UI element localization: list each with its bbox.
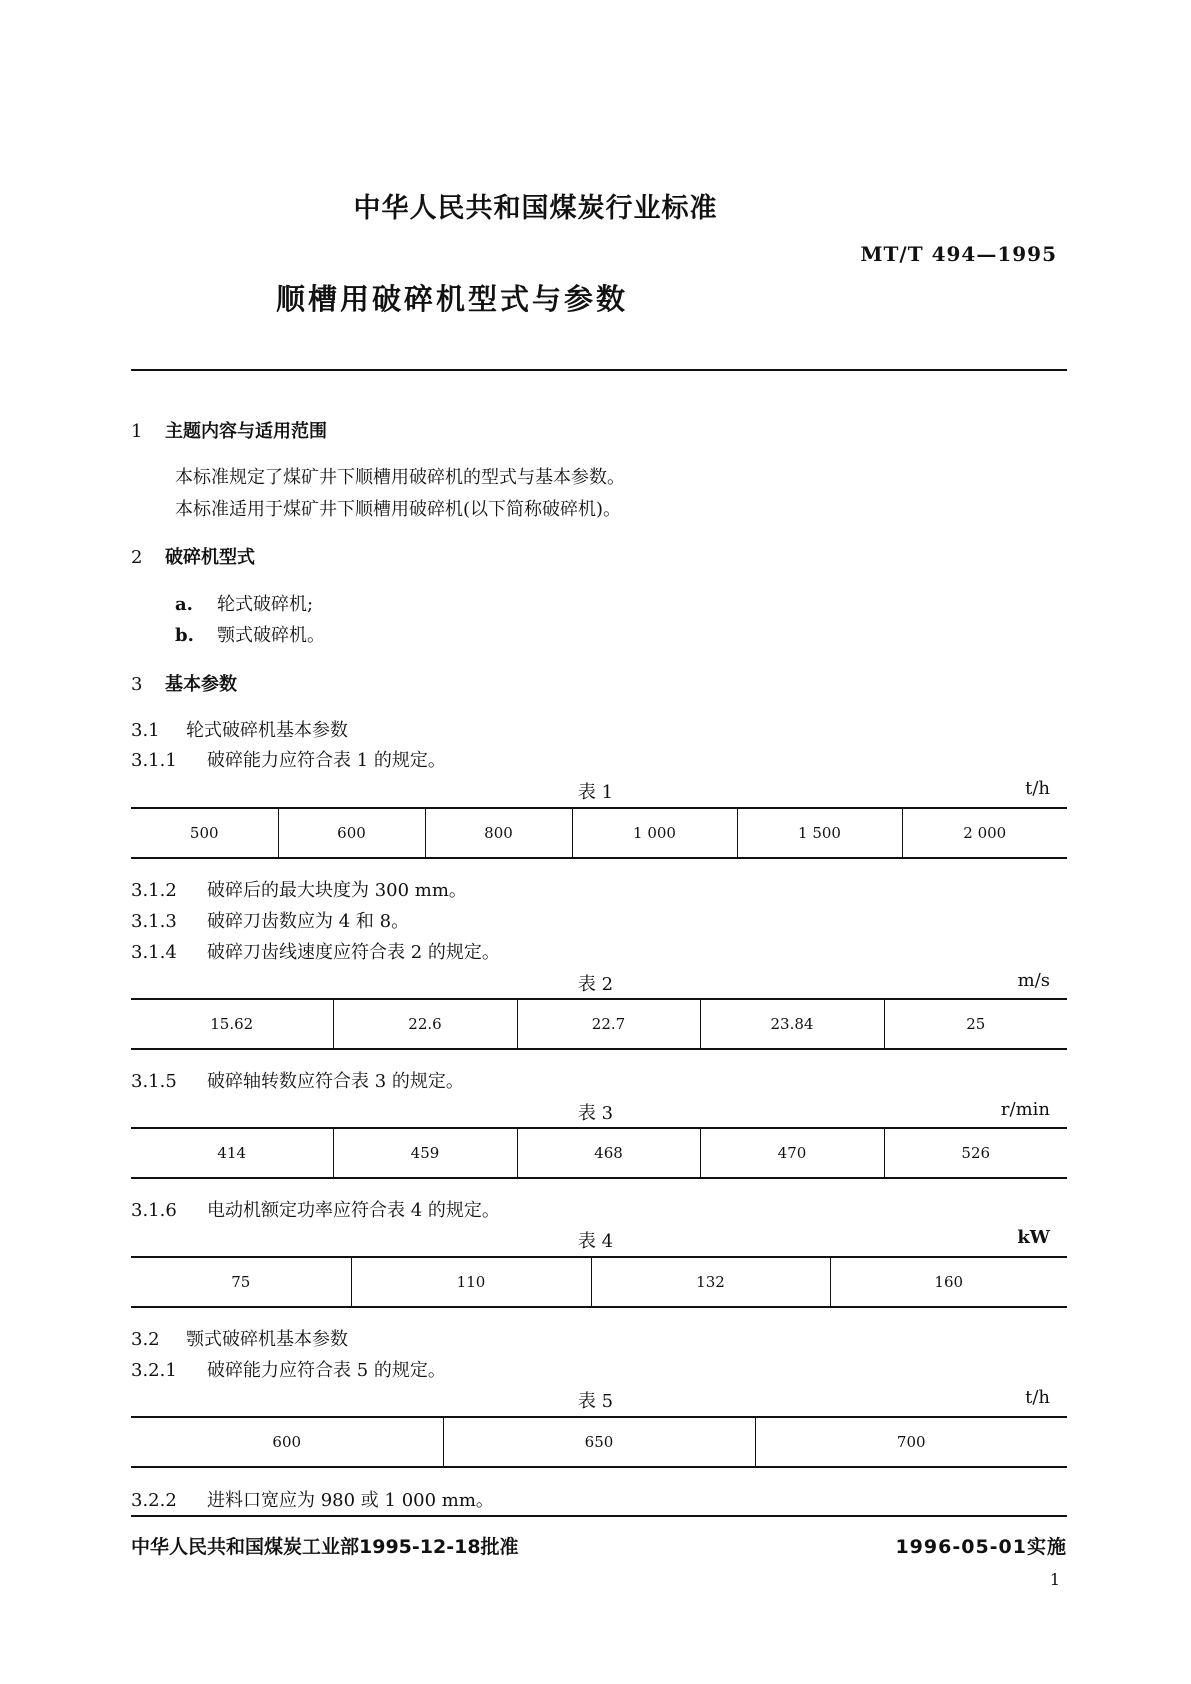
clause-text: 破碎刀齿线速度应符合表 2 的规定。 <box>207 942 500 963</box>
table-cell: 800 <box>425 808 572 858</box>
table-cell: 160 <box>830 1257 1067 1307</box>
clause-3-2-2 <box>131 1486 494 1512</box>
section-3-heading <box>131 670 237 696</box>
list-item-marker: a. <box>175 594 193 615</box>
page-number: 1 <box>1049 1570 1060 1589</box>
section-1-paragraph-1: 本标准规定了煤矿井下顺槽用破碎机的型式与基本参数。 <box>175 467 625 488</box>
table-row <box>131 1417 1067 1467</box>
header-rule <box>131 369 1067 371</box>
clause-number: 3.1.6 <box>131 1200 177 1221</box>
table-cell: 1 500 <box>737 808 902 858</box>
list-item <box>175 621 325 647</box>
effective-date: 1996-05-01实施 <box>895 1536 1067 1558</box>
clause-number: 3.1.3 <box>131 911 177 932</box>
clause-3-1 <box>131 716 348 742</box>
clause-text: 进料口宽应为 980 或 1 000 mm。 <box>207 1490 494 1511</box>
table-2-unit: m/s <box>1017 970 1050 991</box>
table-cell: 600 <box>278 808 425 858</box>
table-cell: 110 <box>351 1257 591 1307</box>
clause-3-1-3 <box>131 907 409 933</box>
clause-3-1-6 <box>131 1196 500 1222</box>
table-cell: 459 <box>333 1128 517 1178</box>
table-cell: 15.62 <box>210 1015 254 1033</box>
table-cell: 1 000 <box>572 808 737 858</box>
clause-number: 3.2.2 <box>131 1490 177 1511</box>
list-item <box>175 590 313 616</box>
section-1-title: 主题内容与适用范围 <box>165 421 327 442</box>
table-cell: 25 <box>884 999 1067 1049</box>
clause-text: 破碎能力应符合表 1 的规定。 <box>207 750 446 771</box>
table-cell: 470 <box>700 1128 884 1178</box>
table-row <box>131 1257 1067 1307</box>
clause-number: 3.1 <box>131 720 160 741</box>
clause-text: 破碎轴转数应符合表 3 的规定。 <box>207 1071 464 1092</box>
list-item-text: 轮式破碎机; <box>217 594 314 615</box>
table-4-caption: 表 4 <box>577 1231 614 1252</box>
table-5-caption: 表 5 <box>577 1391 614 1412</box>
section-2-title: 破碎机型式 <box>165 547 255 568</box>
table-row <box>131 999 1067 1049</box>
document-title: 顺槽用破碎机型式与参数 <box>276 282 629 316</box>
table-4-unit: kW <box>1017 1227 1050 1248</box>
table-5-unit: t/h <box>1025 1387 1050 1408</box>
clause-text: 破碎后的最大块度为 300 mm。 <box>207 880 467 901</box>
list-item-text: 颚式破碎机。 <box>217 625 325 646</box>
clause-3-2-1 <box>131 1356 446 1382</box>
section-2-heading <box>131 543 255 569</box>
table-4 <box>131 1256 1067 1308</box>
table-cell: 2 000 <box>902 808 1067 858</box>
section-3-title: 基本参数 <box>165 674 237 695</box>
table-cell: 500 <box>189 824 219 842</box>
clause-3-2 <box>131 1325 348 1351</box>
table-1-unit: t/h <box>1025 778 1050 799</box>
clause-text: 电动机额定功率应符合表 4 的规定。 <box>207 1200 500 1221</box>
table-row <box>131 1128 1067 1178</box>
table-cell: 23.84 <box>700 999 884 1049</box>
clause-3-1-1 <box>131 746 446 772</box>
clause-text: 破碎刀齿数应为 4 和 8。 <box>207 911 410 932</box>
clause-text: 颚式破碎机基本参数 <box>186 1329 348 1350</box>
table-cell: 75 <box>231 1273 251 1291</box>
table-cell: 22.7 <box>517 999 700 1049</box>
clause-text: 轮式破碎机基本参数 <box>186 720 348 741</box>
clause-number: 3.2.1 <box>131 1360 177 1381</box>
clause-number: 3.1.2 <box>131 880 177 901</box>
table-3 <box>131 1127 1067 1179</box>
table-3-unit: r/min <box>1000 1099 1050 1120</box>
approval-line: 中华人民共和国煤炭工业部1995-12-18批准 <box>131 1536 519 1558</box>
clause-3-1-4 <box>131 938 500 964</box>
issuing-organization: 中华人民共和国煤炭行业标准 <box>353 193 718 224</box>
clause-number: 3.2 <box>131 1329 160 1350</box>
clause-number: 3.1.4 <box>131 942 177 963</box>
table-5 <box>131 1416 1067 1468</box>
clause-number: 3.1.5 <box>131 1071 177 1092</box>
table-cell: 526 <box>884 1128 1067 1178</box>
table-2-caption: 表 2 <box>577 974 614 995</box>
footer-rule <box>131 1515 1067 1517</box>
table-2 <box>131 998 1067 1050</box>
table-cell: 132 <box>591 1257 830 1307</box>
table-3-caption: 表 3 <box>577 1103 614 1124</box>
section-1-number: 1 <box>131 421 143 442</box>
table-cell: 600 <box>272 1433 302 1451</box>
clause-text: 破碎能力应符合表 5 的规定。 <box>207 1360 446 1381</box>
clause-number: 3.1.1 <box>131 750 177 771</box>
list-item-marker: b. <box>175 625 194 646</box>
section-3-number: 3 <box>131 674 143 695</box>
section-1-heading <box>131 417 327 443</box>
table-cell: 650 <box>443 1417 755 1467</box>
clause-3-1-2 <box>131 876 467 902</box>
table-1-caption: 表 1 <box>577 782 614 803</box>
table-row <box>131 808 1067 858</box>
table-cell: 22.6 <box>333 999 517 1049</box>
table-1 <box>131 807 1067 859</box>
section-1-paragraph-2: 本标准适用于煤矿井下顺槽用破碎机(以下简称破碎机)。 <box>175 499 622 520</box>
standard-number: MT/T 494—1995 <box>860 242 1057 266</box>
table-cell: 468 <box>517 1128 700 1178</box>
section-2-number: 2 <box>131 547 143 568</box>
table-cell: 414 <box>217 1144 247 1162</box>
table-cell: 700 <box>755 1417 1067 1467</box>
clause-3-1-5 <box>131 1067 464 1093</box>
